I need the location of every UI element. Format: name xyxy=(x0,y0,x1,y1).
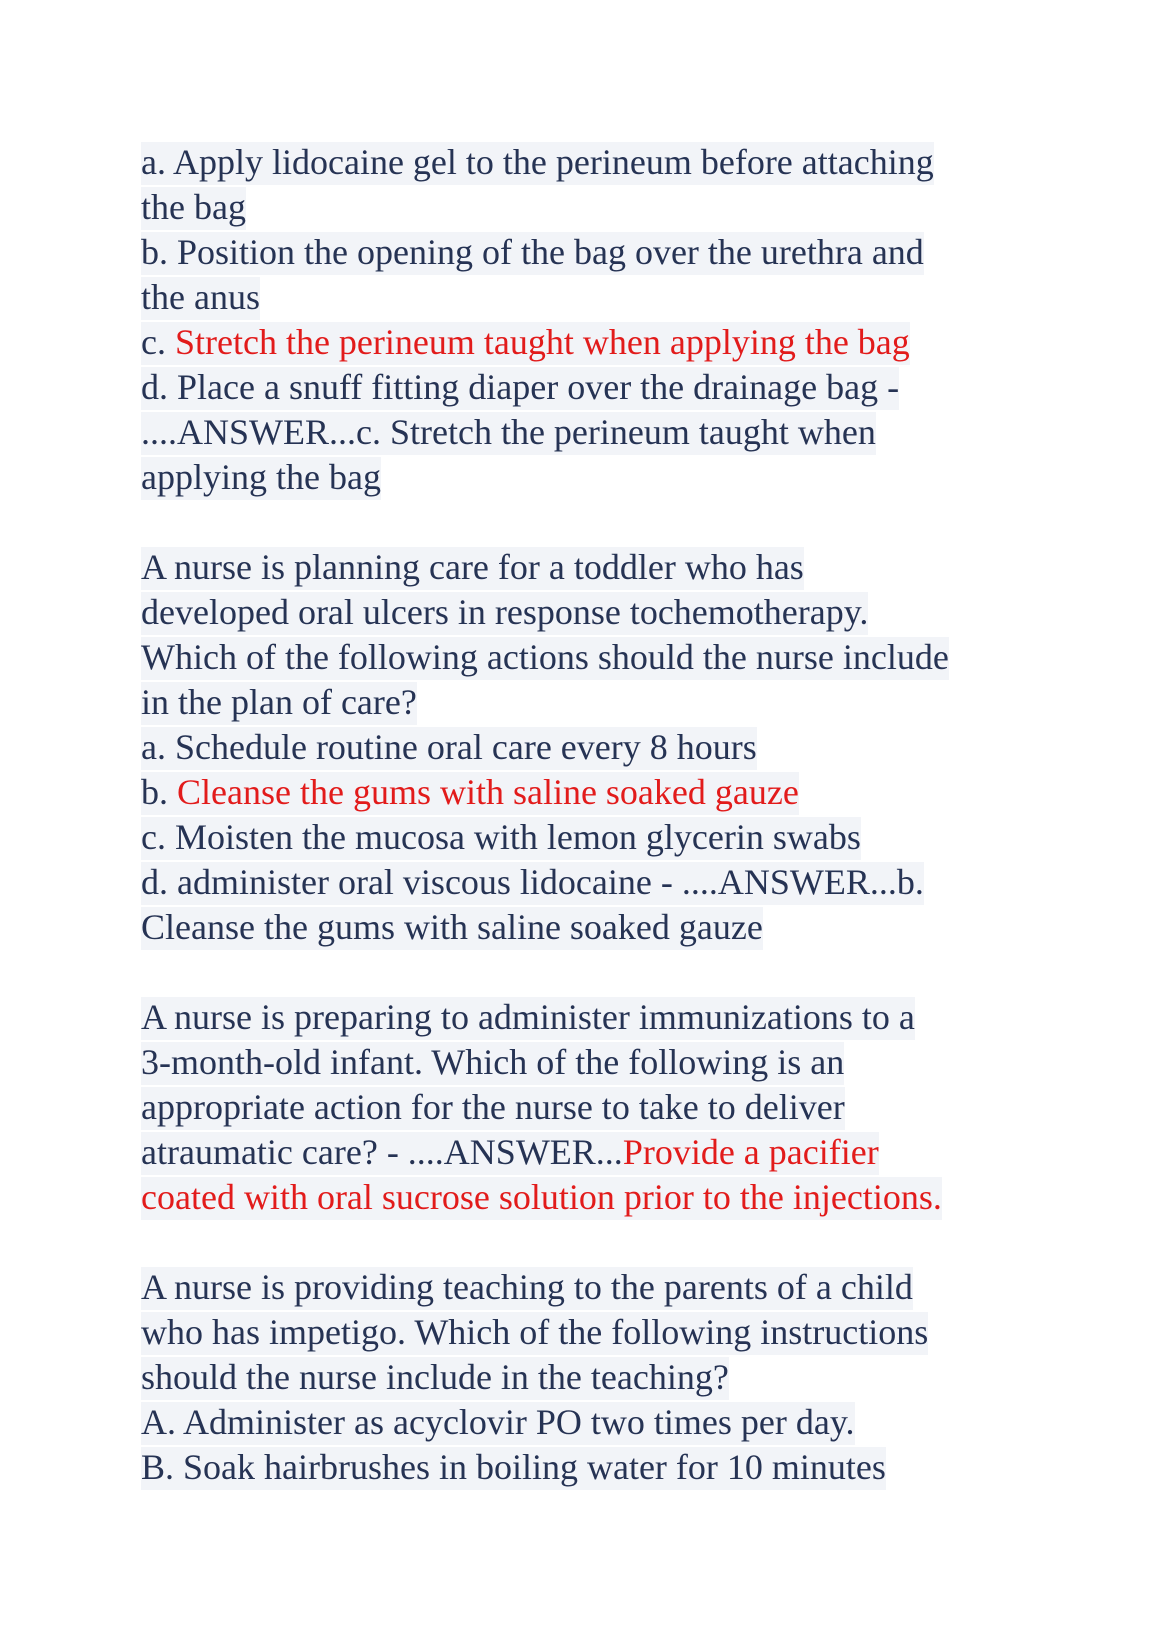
line-text: who has impetigo. Which of the following instructions xyxy=(141,1312,929,1352)
line-text: d. Place a snuff fitting diaper over the drainage bag - xyxy=(141,367,900,407)
highlighted-line xyxy=(141,1087,845,1130)
line-text: ....ANSWER...c. Stretch the perineum taught when xyxy=(141,412,876,452)
text-line xyxy=(141,1175,1041,1220)
paragraph-spacer xyxy=(141,950,1041,995)
highlighted-line xyxy=(141,1357,729,1400)
text-line xyxy=(141,185,1041,230)
line-text: c. Moisten the mucosa with lemon glycerin swabs xyxy=(141,817,861,857)
text-line xyxy=(141,1265,1041,1310)
text-line xyxy=(141,275,1041,320)
line-text: 3-month-old infant. Which of the following is an xyxy=(141,1042,845,1082)
highlighted-line xyxy=(141,637,949,680)
line-text: should the nurse include in the teaching? xyxy=(141,1357,729,1397)
answer-text: Stretch the perineum taught when applying the bag xyxy=(174,322,910,362)
line-text: A nurse is providing teaching to the parents of a child xyxy=(141,1267,913,1307)
text-line xyxy=(141,1310,1041,1355)
highlighted-line xyxy=(141,1447,886,1490)
text-line xyxy=(141,1400,1041,1445)
text-line xyxy=(141,995,1041,1040)
highlighted-line xyxy=(141,232,924,275)
text-line xyxy=(141,320,1041,365)
line-text: b. Position the opening of the bag over the urethra and xyxy=(141,232,924,272)
text-line xyxy=(141,365,1041,410)
line-text: applying the bag xyxy=(141,457,381,497)
text-line xyxy=(141,860,1041,905)
document-body xyxy=(141,140,1041,1490)
text-line xyxy=(141,770,1041,815)
highlighted-line xyxy=(141,142,934,185)
line-text: developed oral ulcers in response tochemotherapy. xyxy=(141,592,869,632)
text-line xyxy=(141,905,1041,950)
text-line xyxy=(141,140,1041,185)
question-block xyxy=(141,1265,1041,1490)
highlighted-line xyxy=(141,907,763,950)
line-text: B. Soak hairbrushes in boiling water for 10 minutes xyxy=(141,1447,886,1487)
highlighted-line xyxy=(141,1267,913,1310)
highlighted-line xyxy=(141,457,381,500)
highlighted-line xyxy=(141,682,417,725)
line-text: the anus xyxy=(141,277,260,317)
highlighted-line xyxy=(141,187,246,230)
question-block xyxy=(141,140,1041,500)
paragraph-spacer xyxy=(141,1220,1041,1265)
highlighted-line xyxy=(141,547,804,590)
line-text: in the plan of care? xyxy=(141,682,417,722)
text-line xyxy=(141,230,1041,275)
paragraph-spacer xyxy=(141,500,1041,545)
line-text: appropriate action for the nurse to take to deliver xyxy=(141,1087,845,1127)
answer-text: Provide a pacifier xyxy=(622,1132,879,1172)
text-line xyxy=(141,455,1041,500)
highlighted-line xyxy=(141,367,899,410)
highlighted-line xyxy=(141,1402,855,1445)
text-line xyxy=(141,815,1041,860)
line-text: d. administer oral viscous lidocaine - ....ANSWER...b. xyxy=(141,862,924,902)
text-line xyxy=(141,680,1041,725)
text-line xyxy=(141,410,1041,455)
highlighted-line xyxy=(141,1042,844,1085)
answer-text: Cleanse the gums with saline soaked gauze xyxy=(177,772,799,812)
highlighted-line xyxy=(141,277,260,320)
answer-text: coated with oral sucrose solution prior to the injections. xyxy=(141,1177,942,1217)
highlighted-line xyxy=(141,322,910,365)
highlighted-line xyxy=(141,772,799,815)
line-text: a. Schedule routine oral care every 8 hours xyxy=(141,727,757,767)
highlighted-line xyxy=(141,1312,928,1355)
highlighted-line xyxy=(141,997,915,1040)
question-block xyxy=(141,545,1041,950)
text-line xyxy=(141,545,1041,590)
text-line xyxy=(141,1130,1041,1175)
highlighted-line xyxy=(141,817,861,860)
line-text: A nurse is planning care for a toddler who has xyxy=(141,547,804,587)
highlighted-line xyxy=(141,1132,879,1175)
text-line xyxy=(141,1355,1041,1400)
highlighted-line xyxy=(141,862,924,905)
line-text: Which of the following actions should the nurse include xyxy=(141,637,949,677)
text-line xyxy=(141,725,1041,770)
text-line xyxy=(141,1445,1041,1490)
text-line xyxy=(141,590,1041,635)
text-line xyxy=(141,1085,1041,1130)
line-text: the bag xyxy=(141,187,246,227)
line-text: a. Apply lidocaine gel to the perineum before attaching xyxy=(141,142,934,182)
line-text: Cleanse the gums with saline soaked gauze xyxy=(141,907,763,947)
text-line xyxy=(141,635,1041,680)
highlighted-line xyxy=(141,1177,942,1220)
question-block xyxy=(141,995,1041,1220)
line-text: A nurse is preparing to administer immunizations to a xyxy=(141,997,915,1037)
line-text: b. xyxy=(141,772,177,812)
highlighted-line xyxy=(141,412,876,455)
highlighted-line xyxy=(141,592,868,635)
text-line xyxy=(141,1040,1041,1085)
line-text: c. xyxy=(141,322,175,362)
line-text: A. Administer as acyclovir PO two times per day. xyxy=(141,1402,855,1442)
line-text: atraumatic care? - ....ANSWER... xyxy=(141,1132,623,1172)
highlighted-line xyxy=(141,727,757,770)
